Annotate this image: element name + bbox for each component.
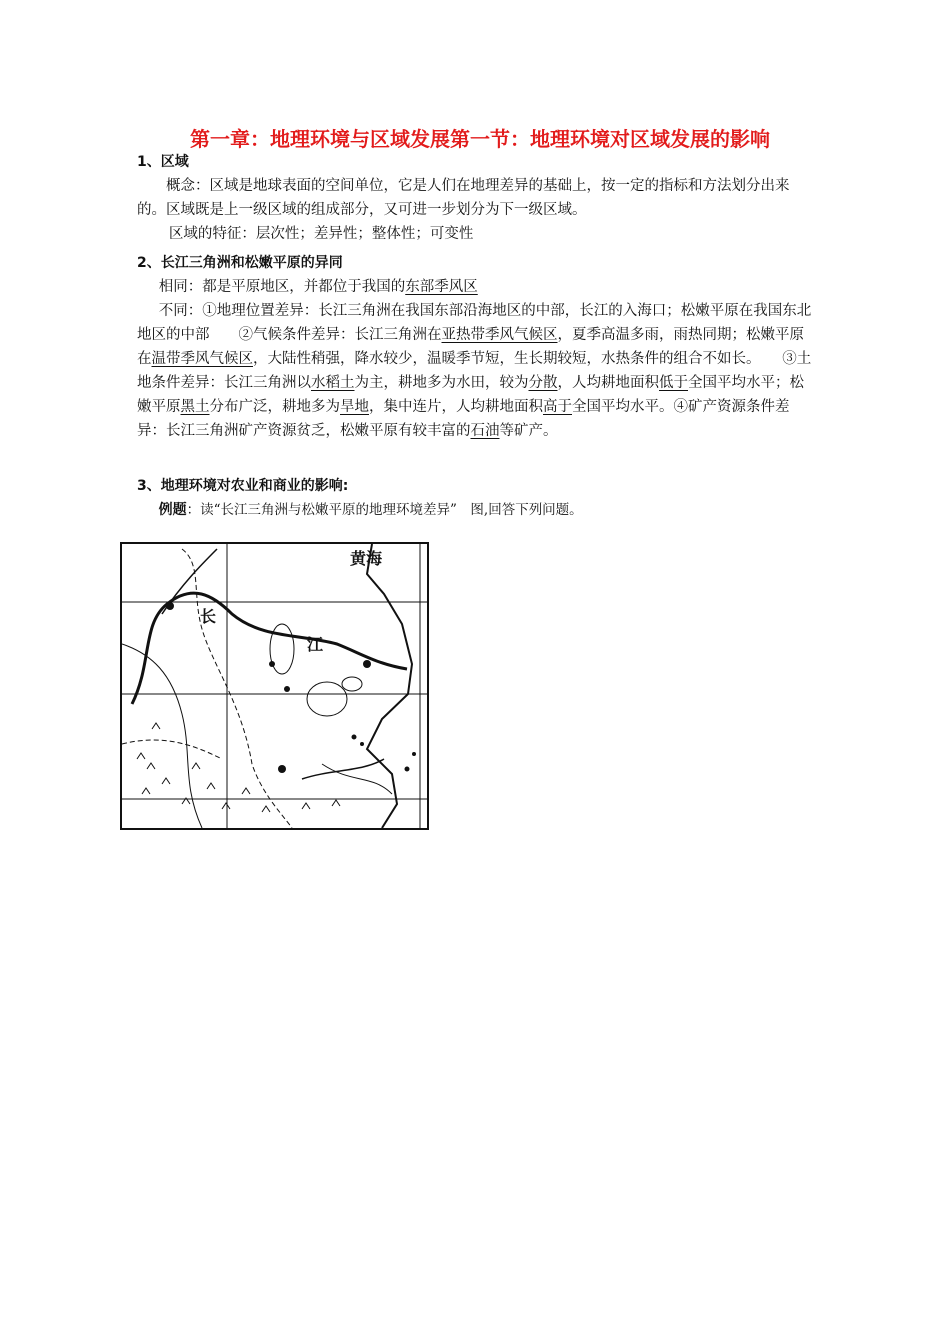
diff-text-4: 为主，耕地多为水田，较为 (354, 375, 529, 391)
map-yangtze-delta (120, 542, 429, 830)
diff-text-6: 全国平均水平；松嫩平原 (137, 375, 804, 415)
diff-answer-5: 低于 (659, 375, 688, 391)
section-3-heading: 3、地理环境对农业和商业的影响: (137, 478, 349, 494)
diff-text-9: 全国平均水平。④矿产资源条件差异：长江三角洲矿产资源贫乏，松嫩平原有较丰富的 (137, 399, 790, 439)
diff-answer-6: 黑土 (180, 399, 210, 415)
section-2-heading: 2、长江三角洲和松嫩平原的异同 (137, 255, 343, 271)
diff-text-5: ，人均耕地面积 (557, 375, 659, 391)
similarity-answer: 东部季风区 (405, 279, 478, 295)
label-yellow-sea: 黄海 (350, 549, 383, 568)
differences-paragraph (137, 299, 817, 443)
page-title: 第一章：地理环境与区域发展第一节：地理环境对区域发展的影响 (190, 127, 770, 151)
label-river-jiang: 江 (307, 635, 324, 654)
example-label: 例题 (158, 502, 187, 518)
diff-text-8: ，集中连片，人均耕地面积 (369, 399, 543, 415)
similarity-line (137, 275, 817, 299)
diff-text-1: 不同：①地理位置差异：长江三角洲在我国东部沿海地区的中部，长江的入海口；松嫩平原在我国东北地区的中部 ②气候条件差异：长江三角洲在 (137, 303, 812, 343)
diff-answer-9: 石油 (470, 423, 500, 439)
diff-answer-1: 亚热带季风气候区 (441, 327, 558, 343)
example-text: ：读“长江三角洲与松嫩平原的地理环境差异” 图,回答下列问题。 (186, 502, 583, 518)
diff-text-7: 分布广泛，耕地多为 (209, 399, 340, 415)
section-3 (137, 474, 817, 522)
label-river-chang: 长 (200, 607, 217, 626)
section-1-heading: 1、区域 (137, 154, 189, 170)
diff-answer-7: 旱地 (340, 399, 369, 415)
similarity-text: 相同：都是平原地区，并都位于我国的 (158, 279, 406, 295)
example-line (137, 498, 817, 522)
diff-answer-3: 水稻土 (311, 375, 355, 391)
region-concept: 概念：区域是地球表面的空间单位，它是人们在地理差异的基础上，按一定的指标和方法划分出来的。区域既是上一级区域的组成部分，又可进一步划分为下一级区域。 (137, 178, 790, 218)
diff-text-2: ，夏季高温多雨，雨热同期；松嫩平原在 (137, 327, 804, 367)
diff-answer-2: 温带季风气候区 (151, 351, 253, 367)
section-1 (137, 150, 817, 246)
diff-text-10: 等矿产。 (499, 423, 558, 439)
diff-answer-4: 分散 (528, 375, 558, 391)
region-features: 区域的特征：层次性；差异性；整体性；可变性 (168, 226, 474, 242)
yangtze-map-drawing (122, 544, 427, 828)
section-2 (137, 251, 817, 443)
diff-text-3: ，大陆性稍强，降水较少，温暖季节短，生长期较短，水热条件的组合不如长。 ③土地条件差异：长江三角洲以 (137, 351, 812, 391)
diff-answer-8: 高于 (543, 399, 572, 415)
